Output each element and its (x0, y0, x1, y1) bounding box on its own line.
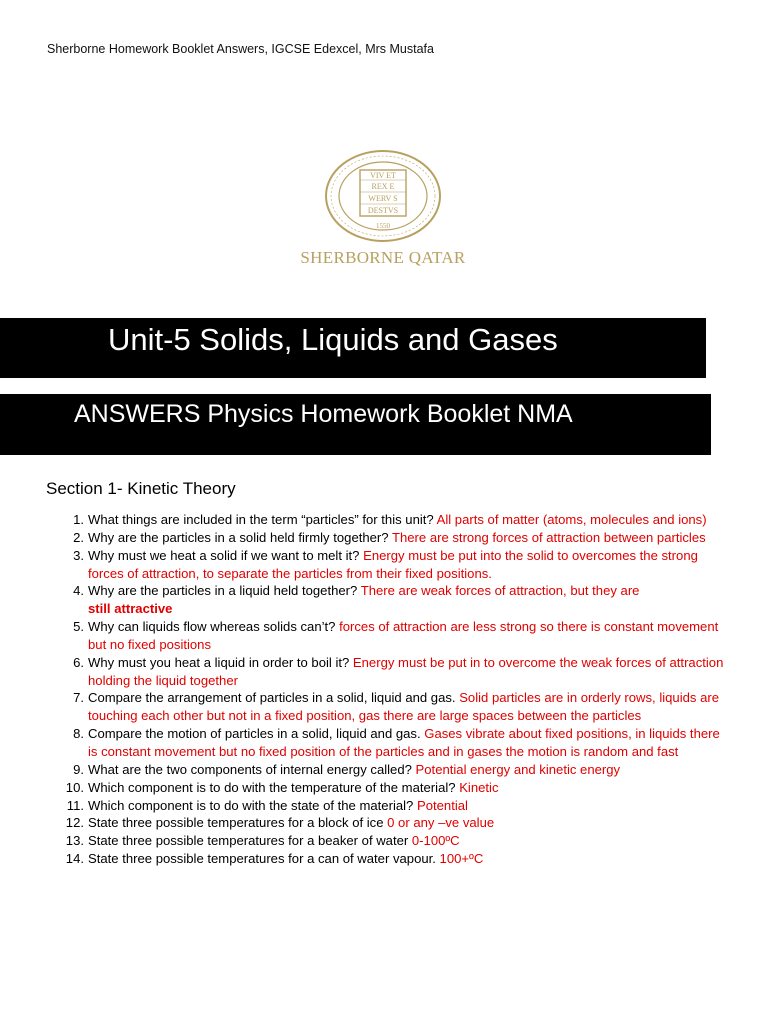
answer-text: Potential energy and kinetic energy (415, 761, 621, 777)
sherborne-qatar-logo (278, 148, 488, 273)
logo-wordmark: SHERBORNE QATAR (300, 248, 466, 267)
list-item: 6. Why must you heat a liquid in order to boil it? Energy must be put in to overcome the weak forces of attraction holding the liquid together (73, 654, 724, 688)
list-item: 12. State three possible temperatures for a block of ice 0 or any –ve value (65, 815, 495, 831)
document-header: Sherborne Homework Booklet Answers, IGCSE Edexcel, Mrs Mustafa (47, 42, 434, 56)
answer-text: 0 or any –ve value (387, 815, 495, 831)
svg-text:DESTVS: DESTVS (367, 206, 399, 215)
question-text: What are the two components of internal energy called? (88, 761, 412, 777)
question-text: Why are the particles in a liquid held together? (88, 583, 358, 599)
list-item: 10. Which component is to do with the temperature of the material? Kinetic (65, 779, 499, 795)
answer-text-bold: still attractive (88, 601, 173, 617)
answer-text: Energy must be put in to overcome the weak forces of attraction holding the liquid together (88, 654, 724, 688)
question-text: What things are included in the term “particles” for this unit? (88, 512, 434, 527)
list-item: 11. Which component is to do with the state of the material? Potential (66, 797, 468, 813)
answers-subtitle: ANSWERS Physics Homework Booklet NMA (74, 400, 573, 428)
list-item: 4. Why are the particles in a liquid held together? There are weak forces of attraction, but they are still attractive (73, 583, 640, 617)
list-item: 5. Why can liquids flow whereas solids can’t? forces of attraction are less strong so there is constant movement but no fixed positions (73, 619, 719, 652)
question-text: State three possible temperatures for a block of ice (88, 815, 384, 831)
question-text: Which component is to do with the temperature of the material? (88, 779, 456, 795)
svg-text:1550: 1550 (376, 222, 390, 230)
unit-title: Unit-5 Solids, Liquids and Gases (108, 322, 558, 357)
list-item: 1. What things are included in the term “particles” for this unit? All parts of matter (atoms, molecules and ions) (73, 512, 707, 527)
svg-text:VIV ET: VIV ET (370, 171, 396, 180)
question-text: Compare the arrangement of particles in a solid, liquid and gas. (88, 690, 456, 706)
question-text: Which component is to do with the state of the material? (88, 797, 414, 813)
answer-text: Gases vibrate about fixed positions, in liquids there is constant movement but no fixed position of the particles and in gases the motion is random and fast (88, 726, 720, 759)
answer-text: 0-100ºC (411, 833, 460, 849)
question-text: Compare the motion of particles in a solid, liquid and gas. (88, 726, 421, 742)
answer-text: Energy must be put into the solid to overcomes the strong forces of attraction, to separate the particles from their fixed positions. (88, 547, 698, 581)
answer-text: There are weak forces of attraction, but they are (360, 583, 640, 599)
answer-text: All parts of matter (atoms, molecules and ions) (436, 512, 707, 527)
school-crest-icon (278, 148, 488, 273)
question-text: State three possible temperatures for a beaker of water (88, 833, 409, 849)
answer-text: 100+ºC (439, 851, 484, 867)
list-item: 9. What are the two components of internal energy called? Potential energy and kinetic energy (73, 761, 621, 777)
question-text: Why can liquids flow whereas solids can’t? (88, 619, 336, 635)
list-item: 7. Compare the arrangement of particles in a solid, liquid and gas. Solid particles are in orderly rows, liquids are touching each other but not in a fixed position, gas there are large spaces between the particles (73, 690, 720, 724)
question-list (46, 511, 726, 868)
section-title: Section 1- Kinetic Theory (46, 479, 236, 498)
list-item: 2. Why are the particles in a solid held firmly together? There are strong forces of attraction between particles (73, 529, 706, 545)
question-text: Why must we heat a solid if we want to melt it? (88, 547, 360, 563)
svg-text:REX E: REX E (371, 182, 395, 191)
answer-text: Kinetic (459, 779, 499, 795)
answer-text: forces of attraction are less strong so there is constant movement but no fixed positions (88, 619, 719, 652)
answer-text: Solid particles are in orderly rows, liquids are touching each other but not in a fixed position, gas there are large spaces between the particles (88, 690, 720, 724)
svg-text:WERV S: WERV S (368, 194, 398, 203)
answer-text: Potential (416, 797, 468, 813)
list-item: 13. State three possible temperatures for a beaker of water 0-100ºC (65, 833, 460, 849)
answer-text: There are strong forces of attraction between particles (391, 529, 706, 545)
list-item: 8. Compare the motion of particles in a solid, liquid and gas. Gases vibrate about fixed positions, in liquids there is constant movement but no fixed position of the particles and in gases the motion is random and fast (73, 726, 720, 759)
list-item: 14. State three possible temperatures for a can of water vapour. 100+ºC (65, 851, 484, 867)
question-text: State three possible temperatures for a can of water vapour. (88, 851, 436, 867)
answers-subtitle-banner (0, 394, 711, 455)
unit-title-banner (0, 318, 706, 378)
question-text: Why must you heat a liquid in order to boil it? (88, 654, 350, 670)
question-text: Why are the particles in a solid held firmly together? (88, 529, 389, 545)
list-item: 3. Why must we heat a solid if we want to melt it? Energy must be put into the solid to overcomes the strong forces of attraction, to separate the particles from their fixed positions. (73, 547, 698, 581)
